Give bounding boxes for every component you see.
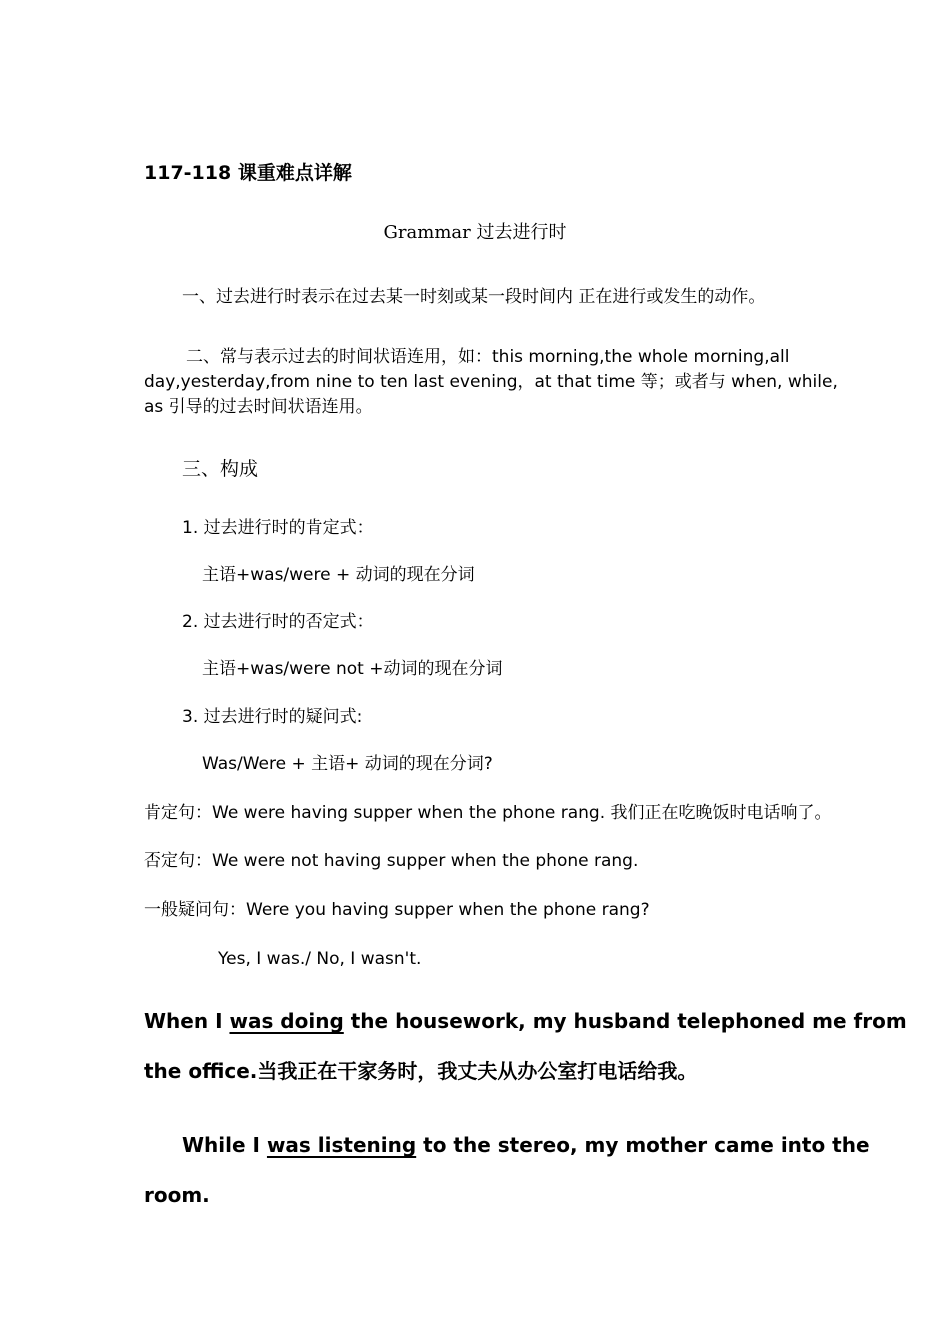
section-two-line2: day,yesterday,from nine to ten last evening，at that time 等；或者与 when, while, [144,372,838,392]
section-two-line3: as 引导的过去时间状语连用。 [144,397,373,417]
example-sentence-2-line1 [182,1131,870,1159]
sentence-1-pre: When I [144,1009,230,1033]
section-one-text: 一、过去进行时表示在过去某一时刻或某一段时间内 正在进行或发生的动作。 [182,287,766,307]
example-negative: 否定句：We were not having supper when the phone rang. [144,851,639,871]
example-affirmative: 肯定句：We were having supper when the phone rang. 我们正在吃晚饭时电话响了。 [144,803,832,823]
example-sentence-1-line2: the office.当我正在干家务时，我丈夫从办公室打电话给我。 [144,1059,698,1083]
section-three-heading: 三、构成 [182,458,259,480]
grammar-heading: Grammar 过去进行时 [383,222,567,243]
structure-label-question: 3. 过去进行时的疑问式: [182,707,363,727]
structure-label-negative: 2. 过去进行时的否定式： [182,612,374,632]
sentence-2-post: to the stereo, my mother came into the [416,1133,870,1157]
example-question: 一般疑问句：Were you having supper when the phone rang? [144,900,650,920]
structure-formula-question: Was/Were + 主语+ 动词的现在分词? [202,754,493,774]
section-two-line1: 二、常与表示过去的时间状语连用，如：this morning,the whole morning,all [186,347,790,367]
sentence-1-post: the housework, my husband telephoned me from [343,1009,907,1033]
page-title: 117-118 课重难点详解 [144,162,352,184]
structure-formula-negative: 主语+was/were not +动词的现在分词 [202,659,503,679]
example-sentence-2-line2: room. [144,1183,210,1207]
sentence-2-underlined-verb: was listening [266,1133,417,1157]
example-answer: Yes, I was./ No, I wasn't. [218,949,422,969]
structure-formula-affirmative: 主语+was/were + 动词的现在分词 [202,565,475,585]
example-sentence-1-line1 [144,1007,907,1035]
structure-label-affirmative: 1. 过去进行时的肯定式： [182,518,374,538]
sentence-1-underlined-verb: was doing [229,1009,344,1033]
sentence-2-pre: While I [182,1133,267,1157]
